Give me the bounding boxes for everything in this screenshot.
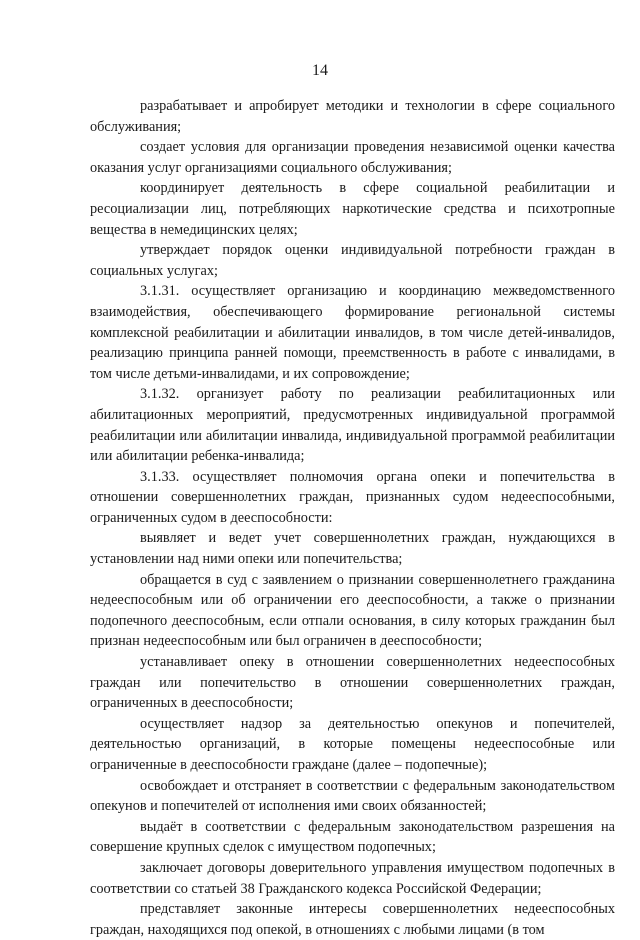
paragraph: выдаёт в соответствии с федеральным законодательством разрешения на совершение крупных сделок с имуществом подопечных; bbox=[90, 818, 615, 856]
paragraph: обращается в суд с заявлением о признании совершеннолетнего гражданина недееспособным или об ограничении его дееспособности, а также о признании подопечного дееспособным, если отпали основания, в силу которых гражданин был признан недееспособным или был ограничен в дееспособности; bbox=[90, 571, 615, 650]
document-body bbox=[90, 96, 615, 940]
page-number: 14 bbox=[312, 62, 328, 79]
paragraph: представляет законные интересы совершеннолетних недееспособных граждан, находящихся под опекой, в отношениях с любыми лицами (в том bbox=[90, 901, 615, 938]
paragraph: 3.1.32. организует работу по реализации реабилитационных или абилитационных мероприятий, предусмотренных индивидуальной программой реабилитации или абилитации инвалида, индивидуальной программой реабилитации или абилитации ребенка-инвалида; bbox=[90, 386, 615, 465]
paragraph: утверждает порядок оценки индивидуальной потребности граждан в социальных услугах; bbox=[90, 242, 615, 279]
paragraph: создает условия для организации проведения независимой оценки качества оказания услуг организациями социального обслуживания; bbox=[90, 139, 615, 176]
paragraph: координирует деятельность в сфере социальной реабилитации и ресоциализации лиц, потребляющих наркотические средства и психотропные вещества в немедицинских целях; bbox=[90, 180, 615, 238]
paragraph: освобождает и отстраняет в соответствии с федеральным законодательством опекунов и попечителей от исполнения ими своих обязанностей; bbox=[90, 777, 615, 815]
paragraph: 3.1.31. осуществляет организацию и координацию межведомственного взаимодействия, обеспечивающего формирование региональной системы комплексной реабилитации и абилитации инвалидов, в том числе детей-инвалидов, реализацию принципа ранней помощи, преемственность в работе с инвалидами, в том числе детьми-инвалидами, и их сопровождение; bbox=[90, 283, 615, 382]
paragraph: 3.1.33. осуществляет полномочия органа опеки и попечительства в отношении совершеннолетних граждан, признанных судом недееспособными, ограниченных судом в дееспособности: bbox=[90, 468, 615, 526]
paragraph: устанавливает опеку в отношении совершеннолетних недееспособных граждан или попечительство в отношении совершеннолетних граждан, ограниченных в дееспособности; bbox=[90, 654, 615, 712]
paragraph: осуществляет надзор за деятельностью опекунов и попечителей, деятельностью организаций, в которые помещены недееспособные или ограниченные в дееспособности граждане (далее – подопечные); bbox=[90, 715, 615, 773]
paragraph: выявляет и ведет учет совершеннолетних граждан, нуждающихся в установлении над ними опеки или попечительства; bbox=[90, 530, 615, 568]
paragraph: заключает договоры доверительного управления имуществом подопечных в соответствии со статьей 38 Гражданского кодекса Российской Федерации; bbox=[90, 859, 615, 897]
paragraph: разрабатывает и апробирует методики и технологии в сфере социального обслуживания; bbox=[90, 98, 615, 135]
